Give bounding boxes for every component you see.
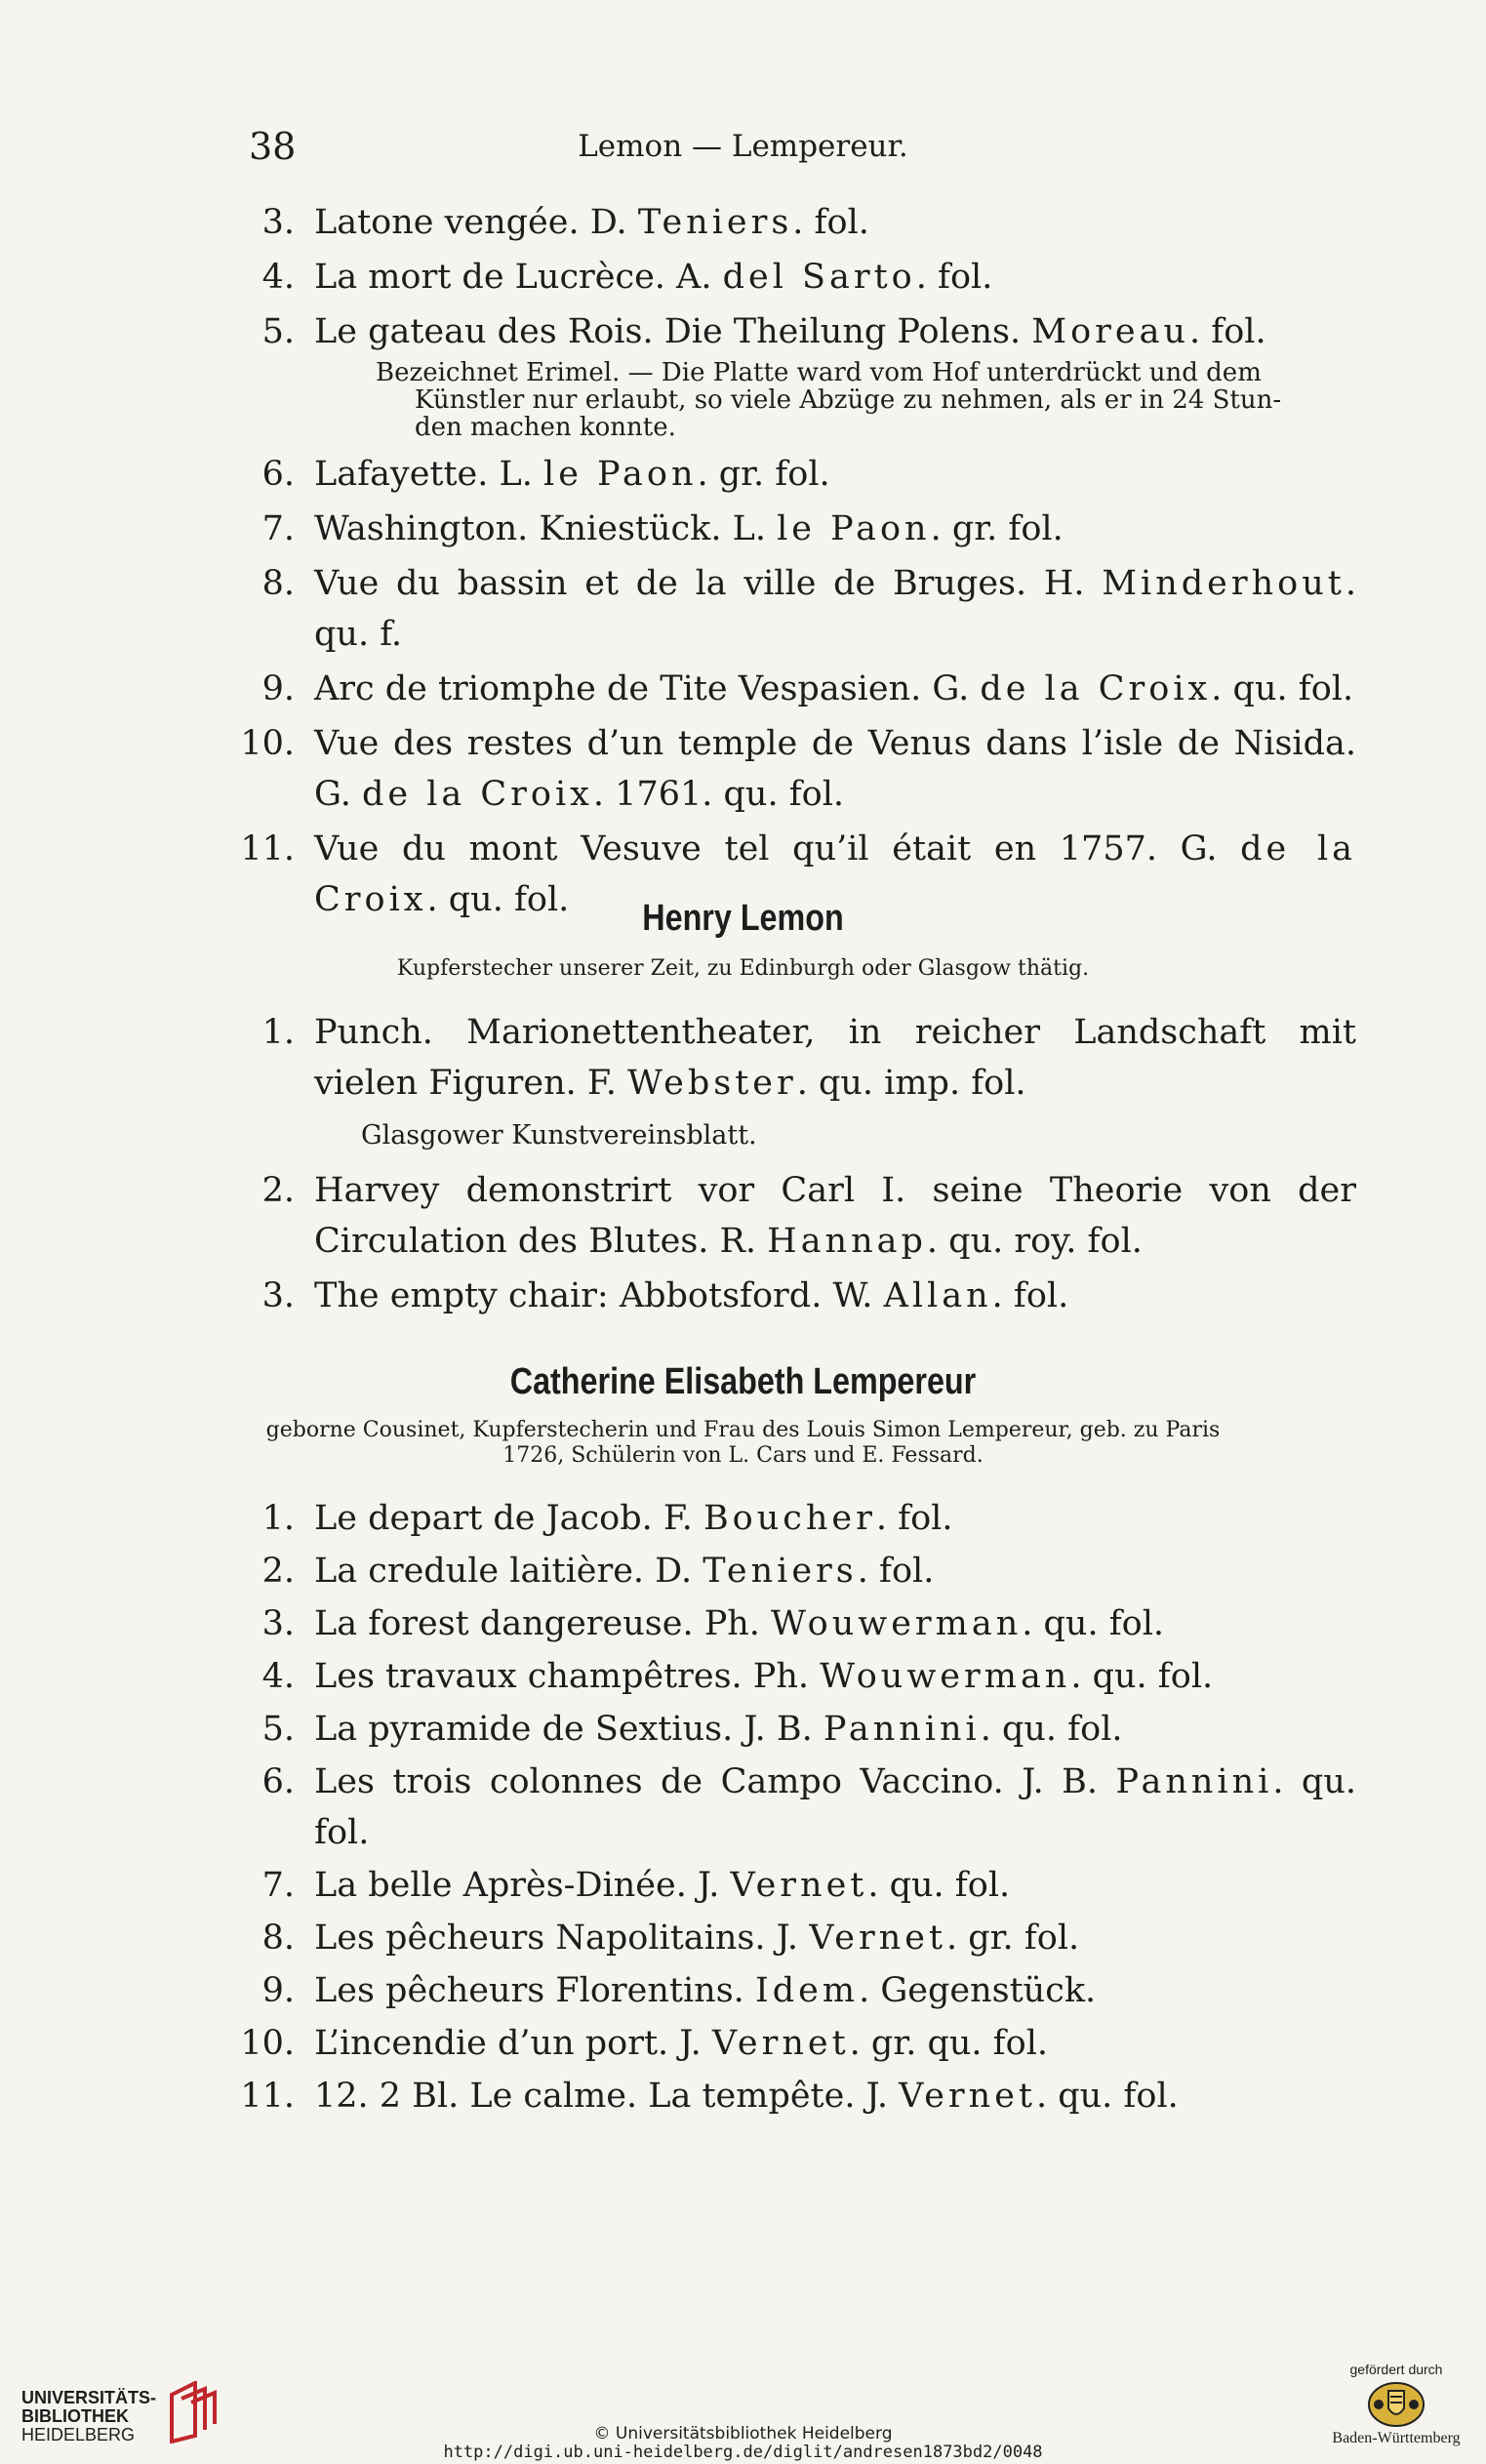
list-item: 1. Le depart de Jacob. F. Boucher. fol. bbox=[261, 1499, 953, 1538]
list-item: 10. L’incendie d’un port. J. Vernet. gr. qu. fol. bbox=[240, 2024, 1049, 2063]
list-item: 3. Latone vengée. D. Teniers. fol. bbox=[261, 203, 869, 242]
university-library-logo: UNIVERSITÄTS- BIBLIOTHEK HEIDELBERG bbox=[21, 2381, 217, 2459]
list-item: 3. The empty chair: Abbotsford. W. Allan. fol. bbox=[261, 1276, 1069, 1315]
section-subtitle: geborne Cousinet, Kupferstecherin und Frau des Louis Simon Lempereur, geb. zu Paris 1726, Schülerin von L. Cars und E. Fessard. bbox=[265, 1418, 1221, 1468]
coat-of-arms-icon bbox=[1367, 2381, 1426, 2428]
list-item: 9. Arc de triomphe de Tite Vespasien. G. de la Croix. qu. fol. bbox=[261, 669, 1354, 708]
list-item: 7. La belle Après-Dinée. J. Vernet. qu. fol. bbox=[261, 1866, 1011, 1905]
entry-note: Glasgower Kunstvereinsblatt. bbox=[361, 1120, 757, 1151]
section-heading: Henry Lemon bbox=[642, 898, 844, 939]
entry-note: Bezeichnet Erimel. — Die Platte ward vom Hof unterdrückt und dem Künstler nur erlaubt, so viele Abzüge zu nehmen, als er in 24 Stun- den machen konnte. bbox=[376, 358, 1282, 442]
list-item: 2. La credule laitière. D. Teniers. fol. bbox=[261, 1552, 935, 1591]
page-number: 38 bbox=[249, 125, 297, 168]
list-item: 8. Vue du bassin et de la ville de Bruges. H. Minderhout. qu. f. bbox=[261, 564, 1356, 654]
section-catherine-lempereur bbox=[234, 1491, 1356, 2121]
list-item: 6. Les trois colonnes de Campo Vaccino. J. B. Pannini. qu. fol. bbox=[261, 1762, 1356, 1852]
list-item: 2. Harvey demonstrirt vor Carl I. seine Theorie von der Circulation des Blutes. R. Hannap. qu. roy. fol. bbox=[261, 1171, 1356, 1261]
list-item: 11. 12. 2 Bl. Le calme. La tempête. J. Vernet. qu. fol. bbox=[240, 2077, 1179, 2116]
list-item: 11. Vue du mont Vesuve tel qu’il était en 1757. G. de la Croix. qu. fol. bbox=[240, 829, 1356, 919]
copyright-notice: © Universitätsbibliothek Heidelberg bbox=[593, 2424, 893, 2444]
list-item: 4. La mort de Lucrèce. A. del Sarto. fol. bbox=[261, 258, 993, 297]
list-item: 6. Lafayette. L. le Paon. gr. fol. bbox=[261, 455, 830, 494]
digitization-footer bbox=[0, 2352, 1486, 2464]
list-item: 7. Washington. Kniestück. L. le Paon. gr. fol. bbox=[261, 509, 1064, 548]
list-item: 3. La forest dangereuse. Ph. Wouwerman. qu. fol. bbox=[261, 1604, 1165, 1643]
section-heading: Catherine Elisabeth Lempereur bbox=[509, 1361, 977, 1402]
list-item: 5. Le gateau des Rois. Die Theilung Polens. Moreau. fol. bbox=[261, 312, 1266, 351]
list-item: 5. La pyramide de Sextius. J. B. Pannini. qu. fol. bbox=[261, 1710, 1123, 1749]
list-item: 10. Vue des restes d’un temple de Venus dans l’isle de Nisida. G. de la Croix. 1761. qu. fol. bbox=[240, 724, 1356, 814]
source-url[interactable]: http://digi.ub.uni-heidelberg.de/diglit/andresen1873bd2/0048 bbox=[443, 2443, 1043, 2462]
list-item: 1. Punch. Marionettentheater, in reicher Landschaft mit vielen Figuren. F. Webster. qu. imp. fol. bbox=[261, 1013, 1356, 1103]
page-header bbox=[0, 125, 1486, 174]
funder-logo: gefördert durch Baden-Württemberg bbox=[1332, 2362, 1461, 2446]
list-item: 4. Les travaux champêtres. Ph. Wouwerman. qu. fol. bbox=[261, 1657, 1214, 1696]
section-henry-lemon bbox=[234, 1007, 1356, 1321]
section-subtitle: Kupferstecher unserer Zeit, zu Edinburgh oder Glasgow thätig. bbox=[396, 956, 1090, 981]
section-lemon-continued bbox=[234, 197, 1356, 925]
list-item: 9. Les pêcheurs Florentins. Idem. Gegenstück. bbox=[261, 1971, 1097, 2010]
list-item: 8. Les pêcheurs Napolitains. J. Vernet. gr. fol. bbox=[261, 1919, 1080, 1958]
running-title: Lemon — Lempereur. bbox=[578, 129, 908, 164]
